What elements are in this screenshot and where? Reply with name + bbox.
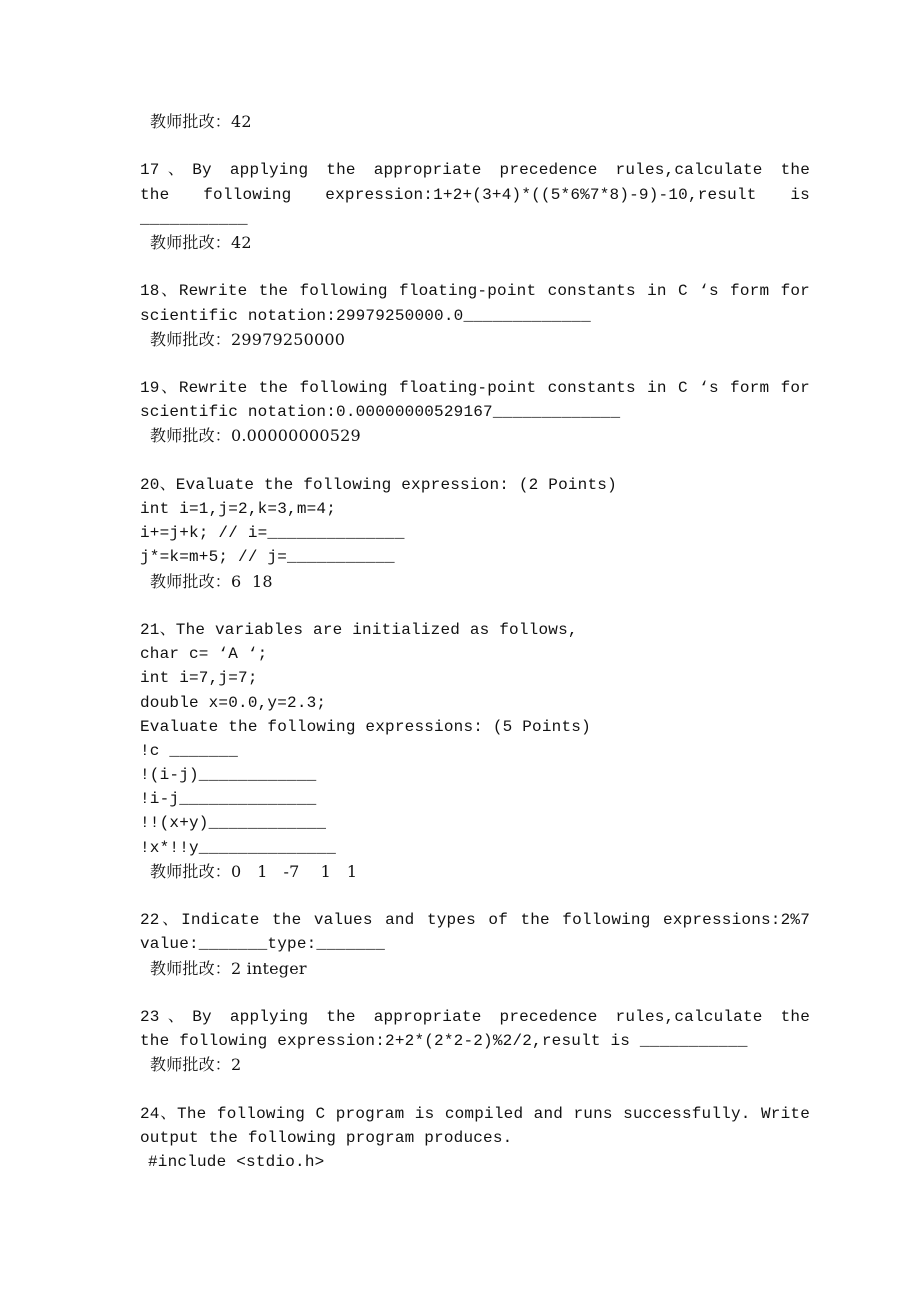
q21-code-line-3: double x=0.0,y=2.3;	[140, 693, 327, 712]
q16-teacher-grade: 教师批改：42	[150, 112, 252, 131]
q18-text-line-2: scientific notation:29979250000.0_____________	[140, 306, 591, 325]
q17-text-line-1: 17、By applying the appropriate precedence rules,calculate the	[140, 161, 810, 180]
q22-teacher-grade: 教师批改：2 integer	[150, 958, 307, 978]
q23-text-line-1: 23、By applying the appropriate precedence rules,calculate the	[140, 1007, 810, 1026]
q20-text-line-1: 20、Evaluate the following expression: (2 Points)	[140, 475, 617, 494]
q17-answer-blank: ___________	[140, 209, 248, 228]
q19-teacher-grade: 教师批改：0.00000000529	[150, 426, 361, 446]
q20-code-line-3: j*=k=m+5; // j=___________	[140, 548, 395, 567]
q21-code-line-2: int i=7,j=7;	[140, 669, 258, 688]
q21-teacher-grade: 教师批改：0 1 -7 1 1	[150, 861, 358, 881]
q18-teacher-grade: 教师批改：29979250000	[150, 329, 346, 349]
spacer	[140, 134, 810, 158]
q19-text-line-2: scientific notation:0.00000000529167_____________	[140, 403, 621, 422]
q21-expr-5: !x*!!y______________	[140, 838, 337, 857]
q24-text-line-2: output the following program produces.	[140, 1128, 513, 1147]
spacer	[140, 1078, 810, 1102]
q17-teacher-grade: 教师批改：42	[150, 232, 252, 252]
q21-expr-4: !!(x+y)____________	[140, 814, 327, 833]
q20-code-line-1: int i=1,j=2,k=3,m=4;	[140, 500, 337, 518]
q22-text-line-2: value:_______type:_______	[140, 935, 386, 954]
q24-code-line-1: #include <stdio.h>	[148, 1153, 325, 1172]
q20-teacher-grade: 教师批改：6 18	[150, 571, 273, 591]
q21-expr-3: !i-j______________	[140, 790, 317, 809]
spacer	[140, 884, 810, 908]
q20-code-line-2: i+=j+k; // i=______________	[140, 524, 405, 543]
spacer	[140, 594, 810, 618]
spacer	[140, 981, 810, 1005]
q18-text-line-1: 18、Rewrite the following floating-point constants in C ‘s form for	[140, 282, 810, 301]
document-page	[140, 110, 810, 1174]
q21-text-line-1: 21、The variables are initialized as follows,	[140, 620, 578, 639]
spacer	[140, 449, 810, 473]
q21-code-line-1: char c= ‘A ‘;	[140, 645, 268, 664]
q17-text-line-2: the following expression:1+2+(3+4)*((5*6%7*8)-9)-10,result is	[140, 185, 810, 204]
q22-text-line-1: 22、Indicate the values and types of the following expressions:2%7	[140, 911, 810, 930]
q19-text-line-1: 19、Rewrite the following floating-point constants in C ‘s form for	[140, 379, 810, 398]
q24-text-line-1: 24、The following C program is compiled and runs successfully. Write	[140, 1104, 810, 1123]
q21-expr-1: !c _______	[140, 741, 239, 760]
spacer	[140, 255, 810, 279]
q21-text-line-2: Evaluate the following expressions: (5 Points)	[140, 717, 591, 736]
spacer	[140, 352, 810, 376]
q23-text-line-2: the following expression:2+2*(2*2-2)%2/2,result is ___________	[140, 1032, 748, 1051]
q23-teacher-grade: 教师批改：2	[150, 1055, 242, 1075]
q21-expr-2: !(i-j)____________	[140, 766, 317, 785]
